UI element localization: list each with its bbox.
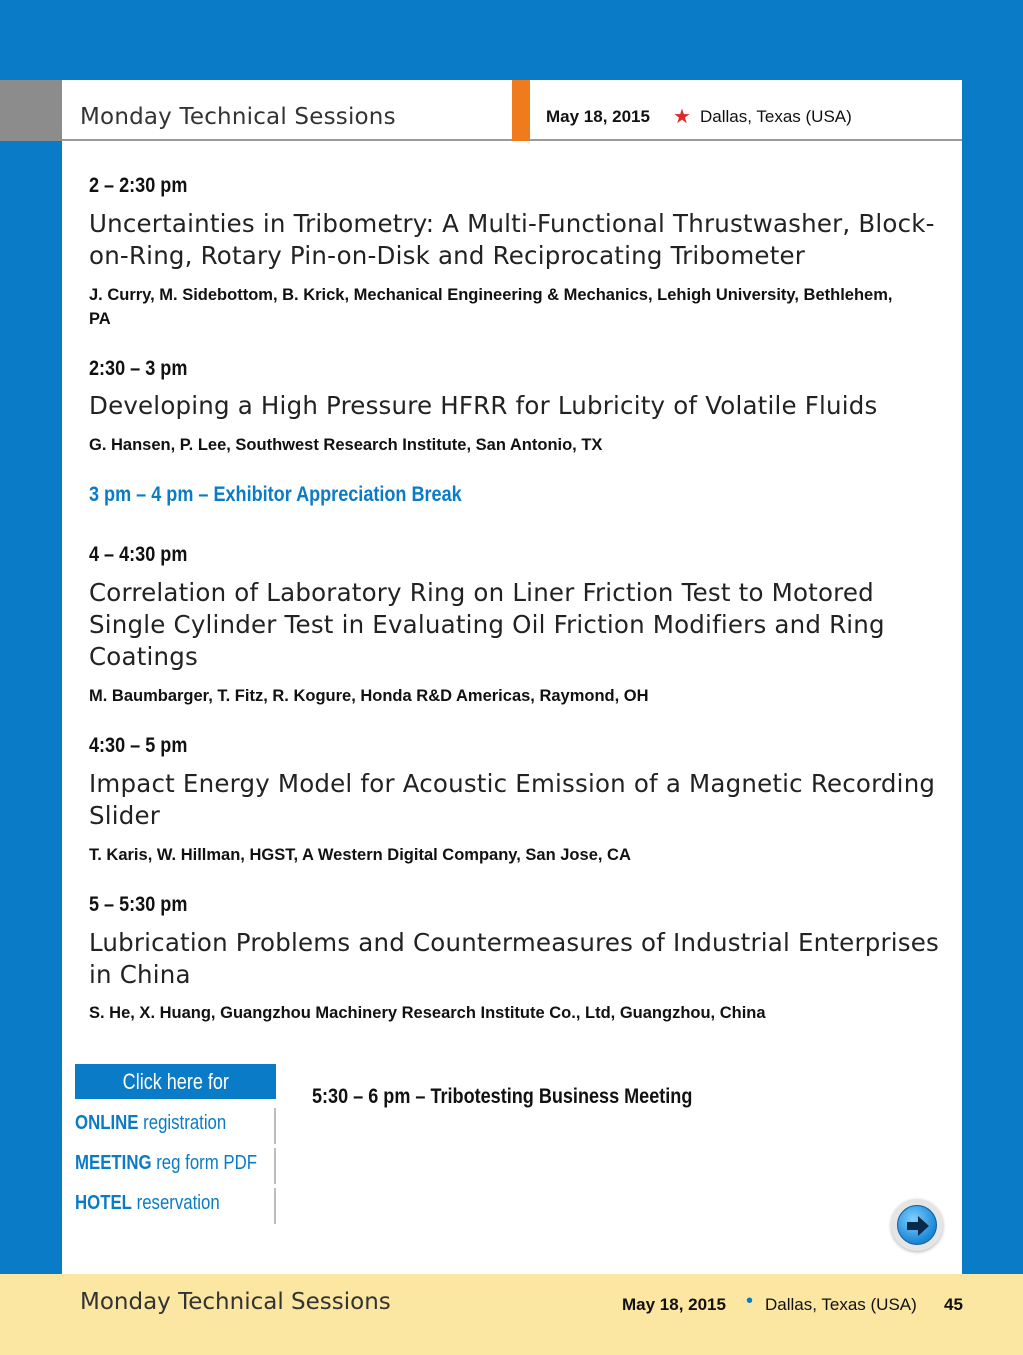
registration-divider: [274, 1188, 276, 1224]
header-orange-divider: [512, 80, 530, 141]
arrow-right-icon: [898, 1206, 938, 1246]
session-time: 4 – 4:30 pm: [89, 543, 188, 566]
session-authors: T. Karis, W. Hillman, HGST, A Western Digital Company, San Jose, CA: [89, 846, 631, 864]
session-time: 5 – 5:30 pm: [89, 893, 188, 916]
header-location: Dallas, Texas (USA): [700, 107, 852, 126]
star-icon: ★: [673, 106, 691, 128]
registration-heading: Click here for: [75, 1064, 276, 1099]
header-grey-tab: [0, 80, 62, 141]
session-title: Correlation of Laboratory Ring on Liner Friction Test to Motored Single Cylinder Test in Evaluating Oil Friction Modifiers and Ring Coatings: [89, 578, 885, 671]
session-time: 2 – 2:30 pm: [89, 174, 188, 197]
next-button-face: [897, 1205, 937, 1245]
page-number: 45: [944, 1295, 963, 1314]
session-authors: J. Curry, M. Sidebottom, B. Krick, Mechanical Engineering & Mechanics, Lehigh University, Bethlehem, PA: [89, 286, 893, 328]
session-authors: G. Hansen, P. Lee, Southwest Research Institute, San Antonio, TX: [89, 436, 603, 454]
session-authors: S. He, X. Huang, Guangzhou Machinery Research Institute Co., Ltd, Guangzhou, China: [89, 1004, 766, 1022]
session-title: Developing a High Pressure HFRR for Lubricity of Volatile Fluids: [89, 391, 878, 420]
bullet-icon: •: [746, 1290, 754, 1312]
session-time: 4:30 – 5 pm: [89, 734, 188, 757]
next-page-button[interactable]: [891, 1199, 943, 1251]
meeting-reg-form-link[interactable]: MEETING reg form PDF: [75, 1152, 258, 1174]
registration-divider: [274, 1148, 276, 1184]
business-meeting: 5:30 – 6 pm – Tribotesting Business Meeting: [312, 1085, 693, 1108]
footer-date: May 18, 2015: [622, 1295, 726, 1314]
session-authors: M. Baumbarger, T. Fitz, R. Kogure, Honda R&D Americas, Raymond, OH: [89, 687, 649, 705]
footer-section-title: Monday Technical Sessions: [80, 1289, 391, 1315]
registration-divider: [274, 1108, 276, 1144]
registration-divider: [0, 1139, 62, 1143]
registration-divider: [0, 1181, 62, 1185]
session-title: Impact Energy Model for Acoustic Emission of a Magnetic Recording Slider: [89, 769, 936, 830]
header-section-title: Monday Technical Sessions: [80, 104, 396, 130]
header-date: May 18, 2015: [546, 107, 650, 126]
session-title: Lubrication Problems and Countermeasures of Industrial Enterprises in China: [89, 928, 939, 989]
session-time: 2:30 – 3 pm: [89, 357, 188, 380]
hotel-reservation-link[interactable]: HOTEL reservation: [75, 1192, 220, 1214]
online-registration-link[interactable]: ONLINE registration: [75, 1112, 227, 1134]
footer-location: Dallas, Texas (USA): [765, 1295, 917, 1314]
break-announcement: 3 pm – 4 pm – Exhibitor Appreciation Break: [89, 483, 462, 506]
session-title: Uncertainties in Tribometry: A Multi-Functional Thrustwasher, Block-on-Ring, Rotary Pin-on-Disk and Reciprocating Tribometer: [89, 209, 935, 270]
